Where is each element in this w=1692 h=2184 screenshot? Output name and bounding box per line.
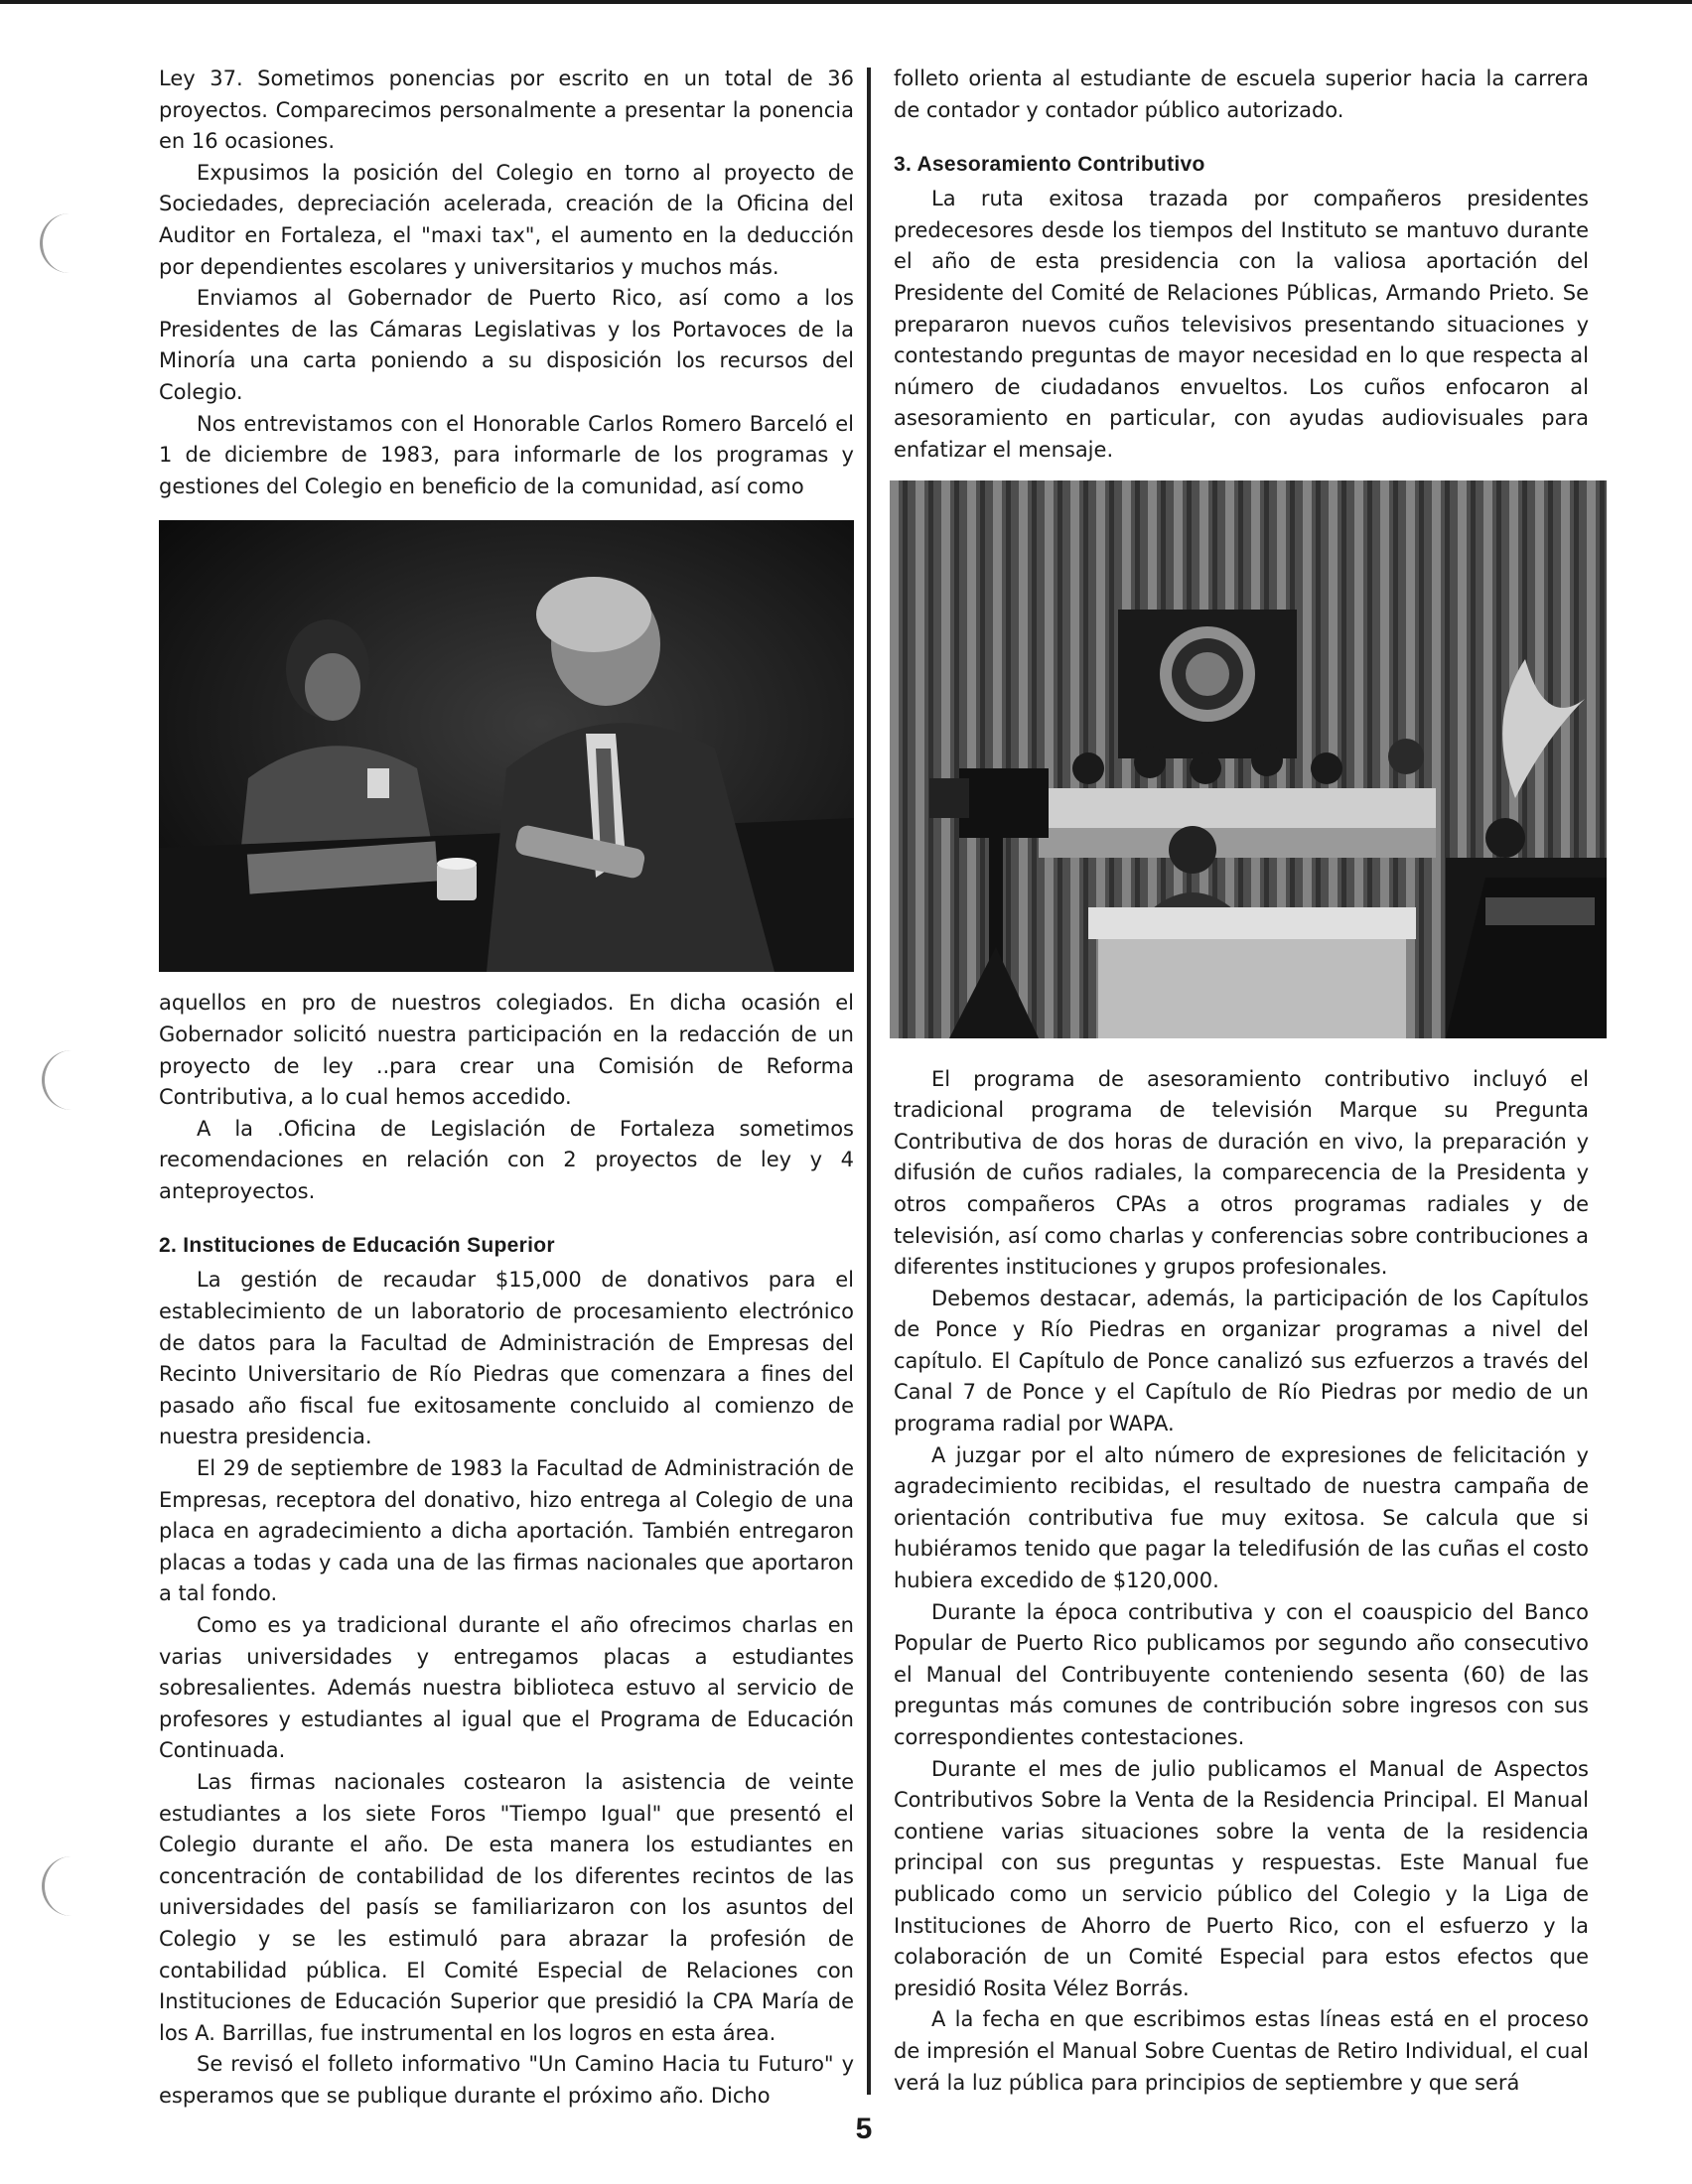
- paragraph: A la fecha en que escribimos estas líneas está en el proceso de impresión el Manual Sobre Cuentas de Retiro Individual, el cual verá la luz pública para principios de septiembre y que será: [894, 2007, 1589, 2095]
- paragraph: Debemos destacar, además, la participación de los Capítulos de Ponce y Río Piedras en organizar programas a nivel del capítulo. El Capítulo de Ponce canalizó sus ezfuerzos a través del Canal 7 de Ponce y el Capítulo de Río Piedras por medio de un programa radial por WAPA.: [894, 1286, 1589, 1436]
- paragraph: Como es ya tradicional durante el año ofrecimos charlas en varias universidades y entregamos placas a estudiantes sobresalientes. Además nuestra biblioteca estuvo al servicio de profesores y estudiantes al igual que el Programa de Educación Continuada.: [159, 1613, 854, 1763]
- section-heading-asesoramiento: 3. Asesoramiento Contributivo: [894, 153, 1205, 177]
- paragraph: folleto orienta al estudiante de escuela superior hacia la carrera de contador y contador público autorizado.: [894, 67, 1589, 122]
- binder-hole-bottom: [42, 1856, 78, 1916]
- paragraph: A la .Oficina de Legislación de Fortaleza sometimos recomendaciones en relación con 2 proyectos de ley y 4 anteproyectos.: [159, 1116, 854, 1203]
- binder-hole-top: [40, 213, 76, 273]
- paragraph: La ruta exitosa trazada por compañeros presidentes predecesores desde los tiempos del Instituto se mantuvo durante el año de esta presidencia con la valiosa aportación del Presidente del Comité de Relaciones Públicas, Armando Prieto. Se prepararon nuevos cuños televisivos presentando situaciones y contestando preguntas de mayor necesidad en lo que respecta al número de ciudadanos envueltos. Los cuños enfocaron al asesoramiento en particular, con ayudas audiovisuales para enfatizar el mensaje.: [894, 187, 1589, 462]
- paragraph: Durante el mes de julio publicamos el Manual de Aspectos Contributivos Sobre la Venta de la Residencia Principal. El Manual contiene varias situaciones sobre la venta de la residencia principal con sus preguntas y respuestas. Este Manual fue publicado como un servicio público del Colegio y la Liga de Instituciones de Ahorro de Puerto Rico, con el esfuerzo y la colaboración de un Comité Especial para estos efectos que presidió Rosita Vélez Borrás.: [894, 1756, 1589, 2000]
- top-rule: [0, 0, 1692, 4]
- photo-meeting-with-governor-image: [159, 520, 854, 972]
- paragraph: A juzgar por el alto número de expresiones de felicitación y agradecimiento recibidas, el resultado de nuestra campaña de orientación contributiva fue muy exitosa. Se calcula que si hubiéramos tenido que pagar la teledifusión de las cuñas el costo hubiera excedido de $120,000.: [894, 1442, 1589, 1593]
- paragraph: Nos entrevistamos con el Honorable Carlos Romero Barceló el 1 de diciembre de 1983, para informarle de los programas y gestiones del Colegio en beneficio de la comunidad, así como: [159, 411, 854, 498]
- paragraph: Durante la época contributiva y con el coauspicio del Banco Popular de Puerto Rico publicamos por segundo año consecutivo el Manual del Contribuyente conteniendo sesenta (60) de las preguntas más comunes de contribución sobre ingresos con sus correspondientes contestaciones.: [894, 1599, 1589, 1749]
- paragraph: El programa de asesoramiento contributivo incluyó el tradicional programa de televisión Marque su Pregunta Contributiva de dos horas de duración en vivo, la preparación y difusión de cuños radiales, la comparecencia de la Presidenta y otros compañeros CPAs a otros programas radiales y de televisión, así como charlas y conferencias sobre contribuciones a diferentes instituciones y grupos profesionales.: [894, 1066, 1589, 1280]
- paragraph: Enviamos al Gobernador de Puerto Rico, así como a los Presidentes de las Cámaras Legislativas y los Portavoces de la Minoría una carta poniendo a su disposición los recursos del Colegio.: [159, 286, 854, 404]
- paragraph: Las firmas nacionales costearon la asistencia de veinte estudiantes a los siete Foros "Tiempo Igual" que presentó el Colegio durante el año. De esta manera los estudiantes en concentración de contabilidad de los diferentes recintos de las universidades del pasís se familiarizaron con los asuntos del Colegio y se les estimuló para abrazar la profesión de contabilidad pública. El Comité Especial de Relaciones con Instituciones de Educación Superior que presidió la CPA María de los A. Barrillas, fue instrumental en los logros en esta área.: [159, 1769, 854, 2045]
- paragraph: La gestión de recaudar $15,000 de donativos para el establecimiento de un laboratorio de procesamiento electrónico de datos para la Facultad de Administración de Empresas del Recinto Universitario de Río Piedras que comenzara a fines del pasado año fiscal fue exitosamente concluido al comienzo de nuestra presidencia.: [159, 1268, 854, 1449]
- paragraph: Expusimos la posición del Colegio en torno al proyecto de Sociedades, depreciación acelerada, creación de la Oficina del Auditor en Fortaleza, el "maxi tax", el aumento en la deducción por dependientes escolares y universitarios y muchos más.: [159, 160, 854, 279]
- left-column: [159, 64, 854, 2113]
- paragraph: Ley 37. Sometimos ponencias por escrito en un total de 36 proyectos. Comparecimos personalmente a presentar la ponencia en 16 ocasiones.: [159, 67, 854, 154]
- right-column: [894, 64, 1589, 2099]
- page-number: 5: [855, 2113, 873, 2145]
- section-heading-instituciones: 2. Instituciones de Educación Superior: [159, 1234, 555, 1258]
- photo-tv-program-studio: [890, 480, 1607, 1038]
- binder-hole-middle: [42, 1050, 78, 1110]
- paragraph: El 29 de septiembre de 1983 la Facultad de Administración de Empresas, receptora del donativo, hizo entrega al Colegio de una placa en agradecimiento a dicha aportación. También entregaron placas a todas y cada una de las firmas nacionales que aportaron a tal fondo.: [159, 1456, 854, 1606]
- photo-meeting-with-governor: [159, 520, 854, 972]
- paragraph: Se revisó el folleto informativo "Un Camino Hacia tu Futuro" y esperamos que se publique durante el próximo año. Dicho: [159, 2052, 854, 2108]
- paragraph: aquellos en pro de nuestros colegiados. En dicha ocasión el Gobernador solicitó nuestra participación en la redacción de un proyecto de ley ..para crear una Comisión de Reforma Contributiva, a lo cual hemos accedido.: [159, 991, 854, 1110]
- column-divider: [867, 68, 871, 2095]
- photo-tv-program-studio-image: [890, 480, 1607, 1038]
